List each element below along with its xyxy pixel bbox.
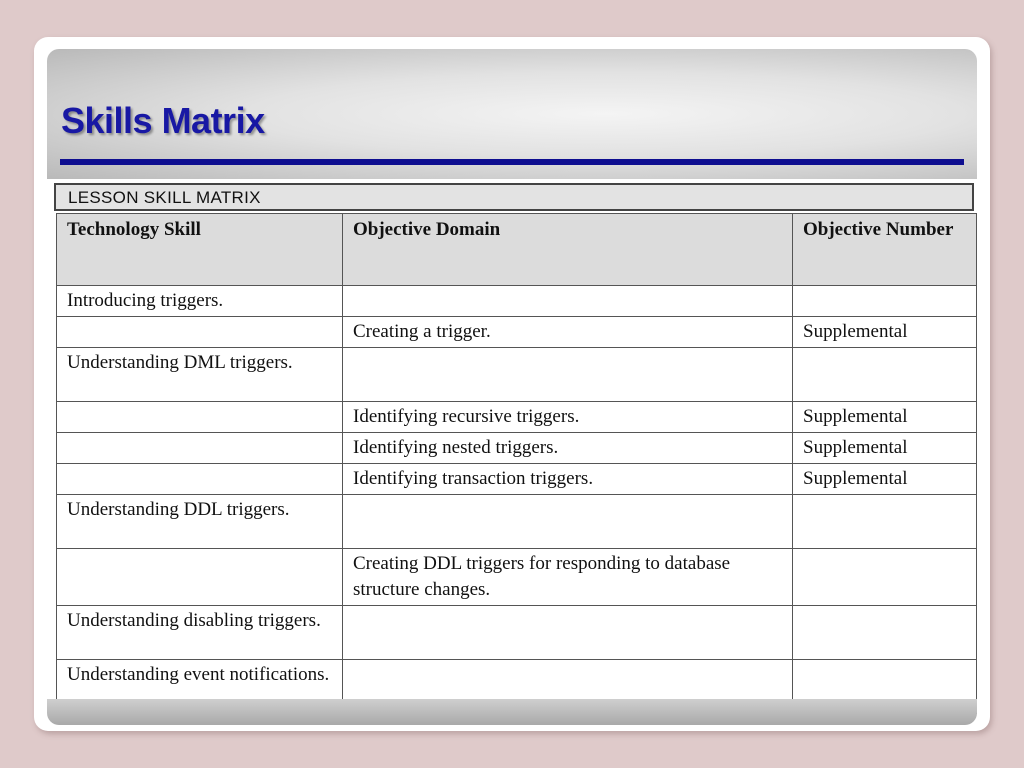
header-objective-domain: Objective Domain <box>343 214 793 286</box>
domain-cell <box>343 286 793 317</box>
table-row <box>57 402 977 433</box>
number-cell <box>793 286 977 317</box>
skill-cell: Understanding event notifications. <box>57 660 343 714</box>
number-cell: Supplemental <box>793 464 977 495</box>
skill-cell <box>57 317 343 348</box>
domain-cell: Identifying nested triggers. <box>343 433 793 464</box>
table-row <box>57 464 977 495</box>
domain-cell: Creating a trigger. <box>343 317 793 348</box>
number-cell <box>793 495 977 549</box>
header-objective-number: Objective Number <box>793 214 977 286</box>
skill-cell: Understanding DML triggers. <box>57 348 343 402</box>
domain-cell <box>343 495 793 549</box>
matrix-label: LESSON SKILL MATRIX <box>54 183 974 211</box>
skill-cell <box>57 464 343 495</box>
domain-cell: Identifying recursive triggers. <box>343 402 793 433</box>
domain-cell <box>343 606 793 660</box>
skill-cell <box>57 549 343 606</box>
skill-cell: Understanding disabling triggers. <box>57 606 343 660</box>
number-cell <box>793 606 977 660</box>
skill-cell <box>57 433 343 464</box>
footer-bar <box>47 699 977 725</box>
number-cell: Supplemental <box>793 433 977 464</box>
table-row <box>57 495 977 549</box>
domain-cell <box>343 348 793 402</box>
domain-cell: Identifying transaction triggers. <box>343 464 793 495</box>
number-cell <box>793 348 977 402</box>
table-header-row <box>57 214 977 286</box>
table-row <box>57 606 977 660</box>
table-row <box>57 317 977 348</box>
header-technology-skill: Technology Skill <box>57 214 343 286</box>
number-cell <box>793 549 977 606</box>
slide-title: Skills Matrix <box>61 100 265 141</box>
skill-matrix-table <box>56 213 977 714</box>
number-cell: Supplemental <box>793 402 977 433</box>
table-row <box>57 286 977 317</box>
skill-cell <box>57 402 343 433</box>
number-cell: Supplemental <box>793 317 977 348</box>
domain-cell: Creating DDL triggers for responding to database structure changes. <box>343 549 793 606</box>
skill-cell: Introducing triggers. <box>57 286 343 317</box>
table-row <box>57 348 977 402</box>
title-rule <box>60 159 964 165</box>
skill-cell: Understanding DDL triggers. <box>57 495 343 549</box>
table-row <box>57 433 977 464</box>
table-row <box>57 549 977 606</box>
